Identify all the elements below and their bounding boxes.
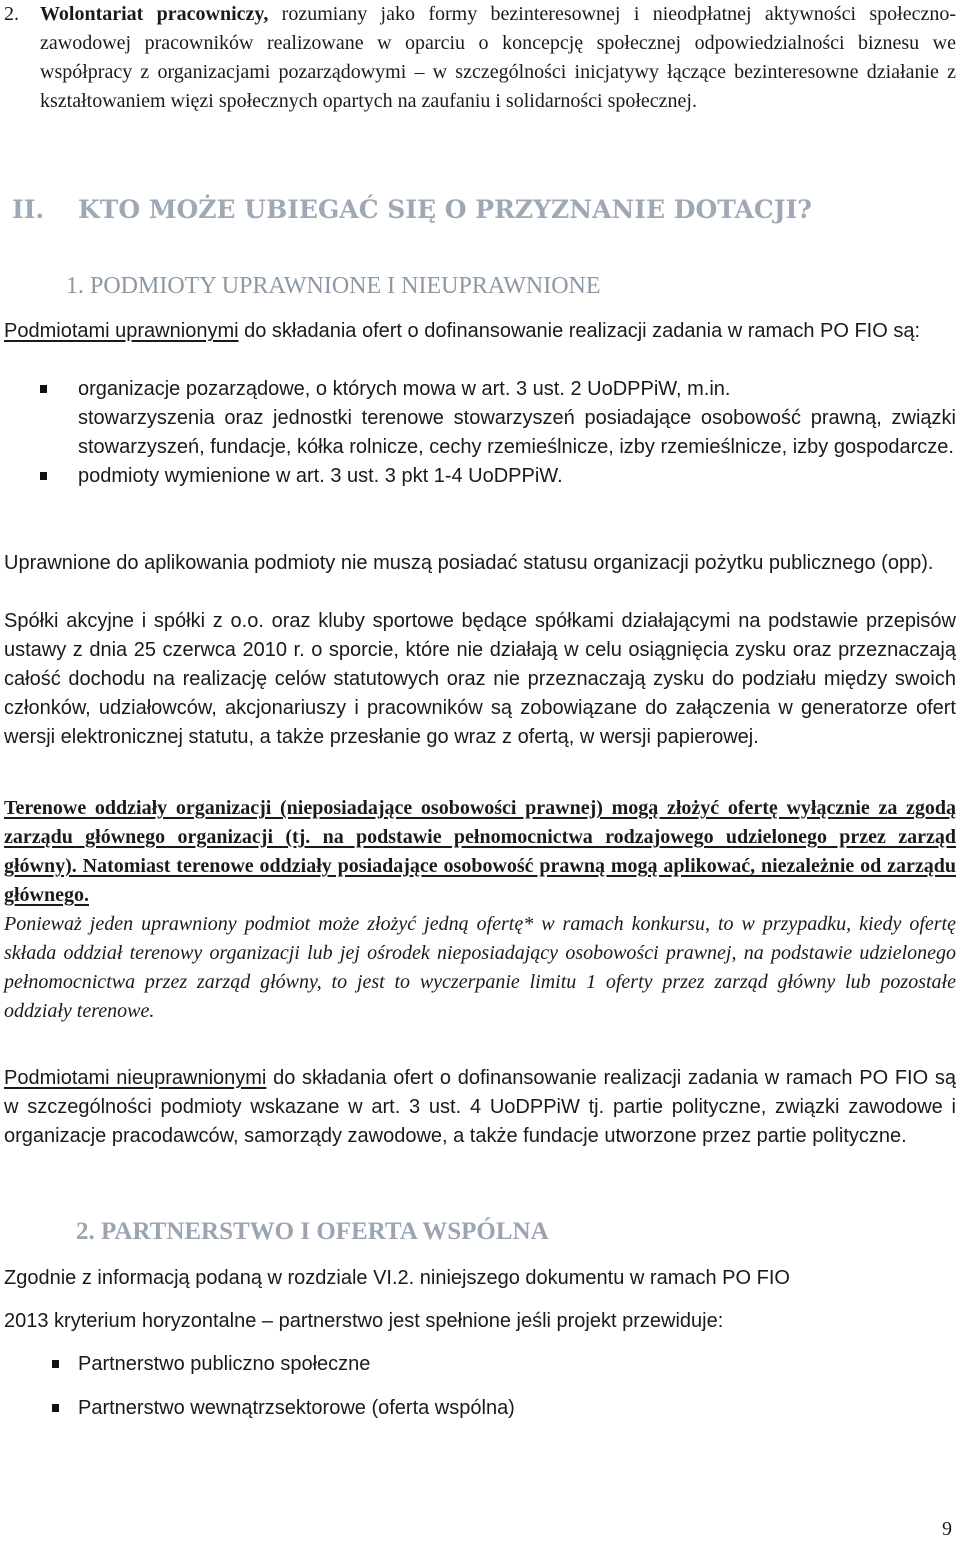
ineligible-term: Podmiotami nieuprawnionymi bbox=[4, 1067, 267, 1089]
bullet-square-icon bbox=[40, 472, 47, 480]
subsection-number: 2. bbox=[76, 1218, 95, 1245]
list-item bbox=[4, 1394, 956, 1423]
companies-note: Spółki akcyjne i spółki z o.o. oraz kluby sportowe będące spółkami działającymi na podstawie przepisów ustawy z dnia 25 czerwca 2010 r. o sporcie, które nie działają w celu osiągnięcia zysku oraz przeznaczają całość dochodu na realizację celów statutowych oraz nie przeznaczają zysku do podziału między swoich członków, udziałowców, akcjonariuszy i pracowników są zobowiązane do załączenia w generatorze ofert wersji elektronicznej statutu, a także przesłanie go wraz z ofertą, w wersji papierowej. bbox=[4, 610, 956, 748]
list-item-text: Partnerstwo wewnątrzsektorowe (oferta wspólna) bbox=[78, 1397, 515, 1419]
eligible-list bbox=[4, 375, 956, 491]
list-item-text: organizacje pozarządowe, o których mowa w art. 3 ust. 2 UoDPPiW, m.in. bbox=[78, 378, 731, 400]
list-item bbox=[4, 1350, 956, 1379]
eligible-term: Podmiotami uprawnionymi bbox=[4, 320, 239, 342]
ineligible-paragraph bbox=[4, 1064, 956, 1151]
list-item bbox=[4, 404, 956, 462]
bullet-square-icon bbox=[52, 1360, 59, 1368]
list-item-text: stowarzyszenia oraz jednostki terenowe stowarzyszeń posiadające osobowość prawną, związki stowarzyszeń, fundacje, kółka rolnicze, cechy rzemieślnicze, izby rzemieślnicze, izby gospodarcze. bbox=[78, 407, 956, 458]
bullet-square-icon bbox=[52, 1404, 59, 1412]
eligible-paragraph bbox=[4, 317, 956, 346]
list-item bbox=[4, 375, 956, 404]
opp-note: Uprawnione do aplikowania podmioty nie muszą posiadać statusu organizacji pożytku publicznego (opp). bbox=[4, 552, 934, 574]
subsection-title: PODMIOTY UPRAWNIONE I NIEUPRAWNIONE bbox=[90, 273, 601, 299]
eligible-text: do składania ofert o dofinansowanie realizacji zadania w ramach PO FIO są: bbox=[238, 320, 921, 342]
list-item-text: Partnerstwo publiczno społeczne bbox=[78, 1353, 371, 1375]
page-number: 9 bbox=[942, 1518, 952, 1540]
bullet-square-icon bbox=[40, 385, 47, 393]
list-item bbox=[4, 462, 956, 491]
subsection-title: PARTNERSTWO I OFERTA WSPÓLNA bbox=[101, 1218, 549, 1245]
ineligible-text: do składania ofert o dofinansowanie realizacji zadania w ramach PO FIO są w szczególności podmioty wskazane w art. 3 ust. 4 UoDPPiW tj. partie polityczne, związki zawodowe i organizacje pracodawców, samorządy zawodowe, a także fundacje utworzone przez partie polityczne. bbox=[4, 1067, 956, 1147]
branches-note-bold: Terenowe oddziały organizacji (nieposiadające osobowości prawnej) mogą złożyć ofertę wyłącznie za zgodą zarządu głównego organizacji (tj. na podstawie pełnomocnictwa rodzajowego udzielonego przez zarząd główny). Natomiast terenowe oddziały posiadające osobowość prawną mogą aplikować, niezależnie od zarządu głównego. bbox=[4, 797, 956, 906]
item-lead: Wolontariat pracowniczy, bbox=[40, 3, 269, 25]
subsection-number: 1. bbox=[66, 273, 84, 299]
item-text: rozumiany jako formy bezinteresownej i nieodpłatnej aktywności społeczno-zawodowej pracowników realizowane w oparciu o koncepcję społecznej odpowiedzialności biznesu we współpracy z organizacjami pozarządowymi – w szczególności inicjatywy łączące bezinteresowne działanie z kształtowaniem więzi społecznych opartych na zaufaniu i solidarności społecznej. bbox=[40, 3, 956, 112]
subsection-heading-2 bbox=[76, 1216, 549, 1248]
subsection-heading-1 bbox=[66, 270, 601, 302]
list-item-wolontariat bbox=[4, 0, 956, 116]
item-number: 2. bbox=[4, 3, 19, 25]
partnership-line-1: Zgodnie z informacją podaną w rozdziale VI.2. niniejszego dokumentu w ramach PO FIO bbox=[4, 1267, 790, 1289]
item-body bbox=[4, 0, 956, 116]
partnership-list bbox=[4, 1350, 956, 1423]
section-heading bbox=[4, 194, 812, 226]
section-number: II. bbox=[12, 195, 45, 224]
partnership-line-2: 2013 kryterium horyzontalne – partnerstwo jest spełnione jeśli projekt przewiduje: bbox=[4, 1310, 724, 1332]
branches-note-italic: Ponieważ jeden uprawniony podmiot może złożyć jedną ofertę* w ramach konkursu, to w przypadku, kiedy ofertę składa oddział terenowy organizacji lub jej ośrodek nieposiadający osobowości prawnej, na podstawie udzielonego pełnomocnictwa przez zarząd główny, to jest to wyczerpanie limitu 1 oferty przez zarząd główny lub pozostałe oddziały terenowe. bbox=[4, 913, 956, 1022]
list-item-text: podmioty wymienione w art. 3 ust. 3 pkt 1-4 UoDPPiW. bbox=[78, 465, 563, 487]
section-title: KTO MOŻE UBIEGAĆ SIĘ O PRZYZNANIE DOTACJI? bbox=[78, 195, 812, 224]
